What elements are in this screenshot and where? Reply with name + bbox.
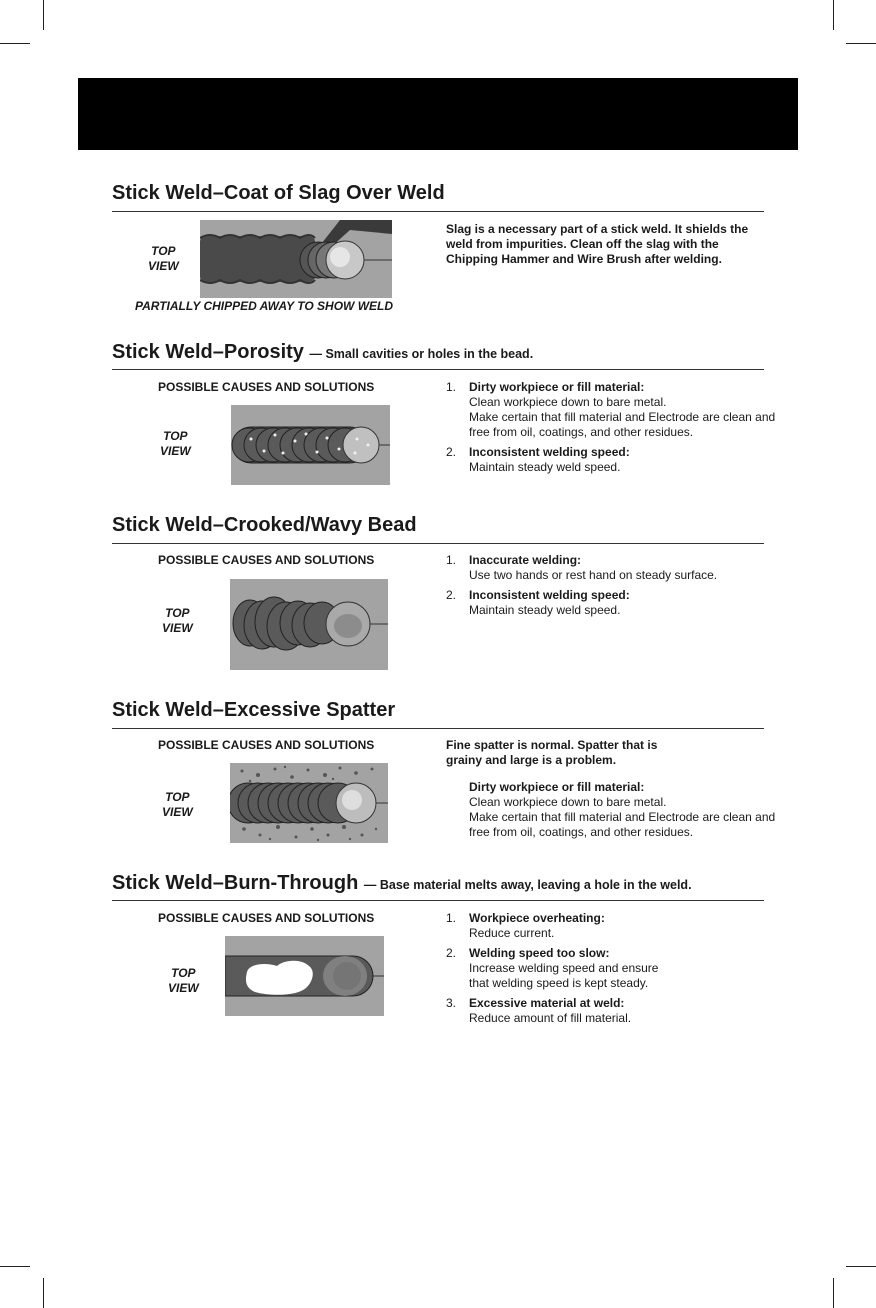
top-view-label: TOP VIEW	[160, 429, 191, 458]
section-porosity	[112, 341, 776, 491]
section-subtitle: — Base material melts away, leaving a hole in the weld.	[363, 878, 692, 892]
porosity-causes-list	[446, 380, 776, 480]
spatter-weld-drawing	[230, 763, 388, 843]
slag-description: Slag is a necessary part of a stick weld. It shields the weld from impurities. Clean off the slag with the Chipping Hammer and Wire Brush after welding.	[446, 222, 749, 266]
slag-weld-illustration	[200, 220, 392, 298]
crop-mark	[0, 1266, 30, 1267]
spatter-intro: Fine spatter is normal. Spatter that is grainy and large is a problem.	[446, 738, 658, 767]
divider	[112, 369, 764, 370]
list-item: 2. Welding speed too slow: Increase welding speed and ensure that welding speed is kept steady.	[446, 946, 659, 990]
slag-caption: PARTIALLY CHIPPED AWAY TO SHOW WELD	[135, 299, 394, 313]
burn-through-weld-drawing	[225, 936, 384, 1016]
crop-mark	[0, 43, 30, 44]
crooked-causes-list	[446, 553, 776, 623]
spatter-weld-illustration	[230, 763, 388, 843]
section-crooked	[112, 514, 764, 674]
top-view-label: TOP VIEW	[162, 606, 193, 635]
divider	[112, 728, 764, 729]
list-item: 2. Inconsistent welding speed: Maintain steady weld speed.	[446, 445, 630, 474]
list-item: 1. Dirty workpiece or fill material: Clean workpiece down to bare metal. Make certain that fill material and Electrode are clean and free from oil, coatings, and other residues.	[446, 380, 776, 439]
crop-mark	[846, 43, 876, 44]
porosity-weld-illustration	[231, 405, 390, 485]
causes-label: POSSIBLE CAUSES AND SOLUTIONS	[158, 553, 375, 567]
spatter-causes-list	[446, 780, 776, 845]
section-slag	[112, 182, 764, 332]
crop-mark	[846, 1266, 876, 1267]
causes-label: POSSIBLE CAUSES AND SOLUTIONS	[158, 911, 375, 925]
slag-weld-drawing	[200, 220, 392, 298]
section-title: Stick Weld–Burn-Through — Base material melts away, leaving a hole in the weld.	[112, 872, 692, 894]
section-title: Stick Weld–Excessive Spatter	[112, 699, 396, 721]
top-view-label: TOP VIEW	[148, 244, 179, 273]
list-item: 3. Excessive material at weld: Reduce amount of fill material.	[446, 996, 632, 1025]
list-item: 1. Workpiece overheating: Reduce current.	[446, 911, 605, 940]
section-subtitle: — Small cavities or holes in the bead.	[309, 347, 534, 361]
crooked-weld-illustration	[230, 579, 388, 670]
porosity-weld-drawing	[231, 405, 390, 485]
crop-mark	[833, 1278, 834, 1308]
divider	[112, 543, 764, 544]
crooked-weld-drawing	[230, 579, 388, 670]
causes-label: POSSIBLE CAUSES AND SOLUTIONS	[158, 380, 375, 394]
top-view-label: TOP VIEW	[168, 966, 199, 995]
list-item: 2. Inconsistent welding speed: Maintain steady weld speed.	[446, 588, 630, 617]
section-spatter	[112, 699, 776, 849]
list-item: Dirty workpiece or fill material: Clean workpiece down to bare metal. Make certain that fill material and Electrode are clean and free from oil, coatings, and other residues.	[469, 780, 776, 839]
section-title: Stick Weld–Crooked/Wavy Bead	[112, 514, 417, 536]
section-burn-through	[112, 872, 764, 1032]
burn-through-causes-list	[446, 911, 776, 1031]
section-title: Stick Weld–Porosity — Small cavities or holes in the bead.	[112, 341, 534, 363]
crop-mark	[43, 0, 44, 30]
divider	[112, 211, 764, 212]
burn-through-weld-illustration	[225, 936, 384, 1016]
list-item: 1. Inaccurate welding: Use two hands or rest hand on steady surface.	[446, 553, 718, 582]
crop-mark	[43, 1278, 44, 1308]
crop-mark	[833, 0, 834, 30]
divider	[112, 900, 764, 901]
header-bar	[78, 78, 798, 150]
section-title: Stick Weld–Coat of Slag Over Weld	[112, 182, 445, 204]
top-view-label: TOP VIEW	[162, 790, 193, 819]
causes-label: POSSIBLE CAUSES AND SOLUTIONS	[158, 738, 375, 752]
